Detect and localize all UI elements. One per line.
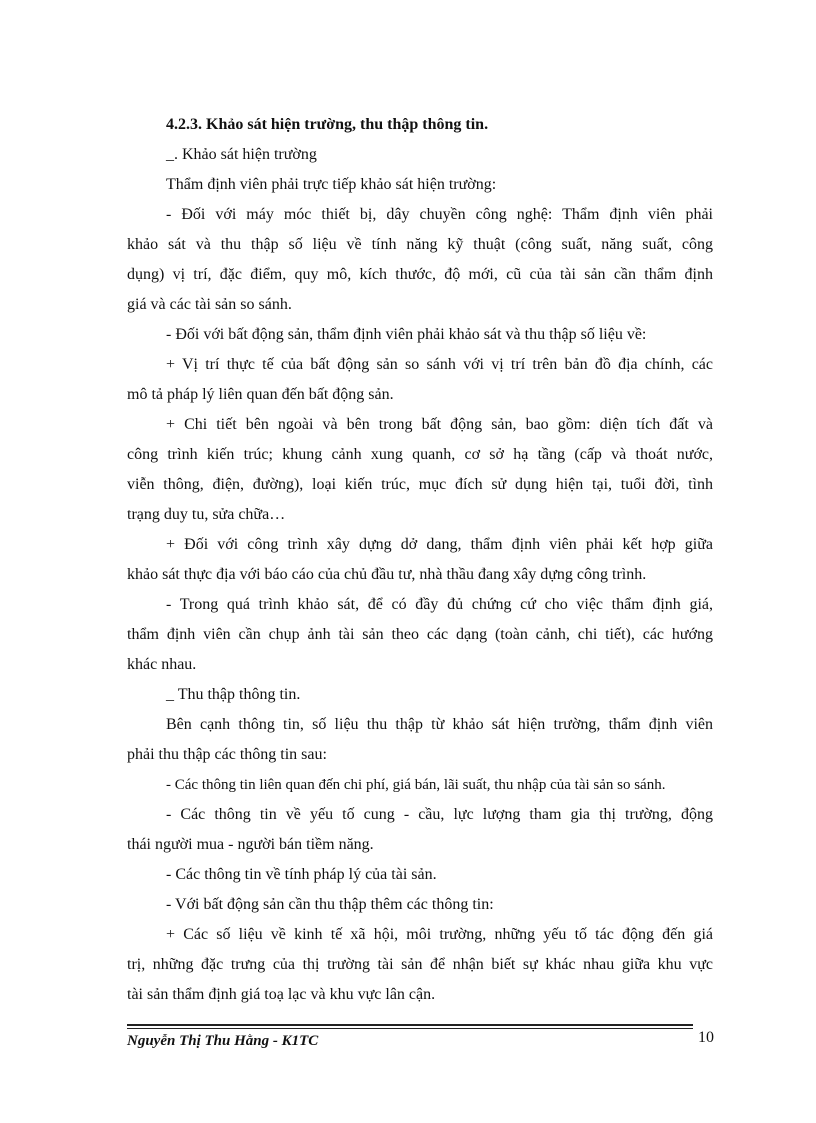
paragraph-intro: Thẩm định viên phải trực tiếp khảo sát hiện trường: bbox=[166, 176, 497, 193]
paragraph-location-line: mô tả pháp lý liên quan đến bất động sản. bbox=[127, 386, 394, 403]
footer-rule bbox=[127, 1024, 693, 1026]
paragraph-supply-line: - Các thông tin về yếu tố cung - cầu, lực lượng tham gia thị trường, động bbox=[166, 806, 713, 823]
paragraph-photos-line: khác nhau. bbox=[127, 656, 197, 673]
paragraph-details-line: công trình kiến trúc; khung cảnh xung quanh, cơ sở hạ tầng (cấp và thoát nước, bbox=[127, 446, 713, 463]
footer-author: Nguyễn Thị Thu Hằng - K1TC bbox=[127, 1033, 319, 1049]
paragraph-supply-line: thái người mua - người bán tiềm năng. bbox=[127, 836, 374, 853]
paragraph-socio-line: + Các số liệu về kinh tế xã hội, môi trường, những yếu tố tác động đến giá bbox=[166, 926, 713, 943]
paragraph-machinery-line: giá và các tài sản so sánh. bbox=[127, 296, 292, 313]
paragraph-machinery-line: khảo sát và thu thập số liệu về tính năng kỹ thuật (công suất, năng suất, công bbox=[127, 236, 713, 253]
paragraph-cost-info: - Các thông tin liên quan đến chi phí, giá bán, lãi suất, thu nhập của tài sản so sánh. bbox=[166, 777, 666, 793]
paragraph-collect-line: Bên cạnh thông tin, số liệu thu thập từ khảo sát hiện trường, thẩm định viên bbox=[166, 716, 713, 733]
subheading-site-survey: _. Khảo sát hiện trường bbox=[166, 146, 317, 163]
footer-rule bbox=[127, 1028, 693, 1029]
paragraph-details-line: + Chi tiết bên ngoài và bên trong bất động sản, bao gồm: diện tích đất và bbox=[166, 416, 713, 433]
paragraph-details-line: viễn thông, điện, đường), loại kiến trúc, mục đích sử dụng hiện tại, tuổi đời, tình bbox=[127, 476, 713, 493]
paragraph-machinery-line: dụng) vị trí, đặc điểm, quy mô, kích thước, độ mới, cũ của tài sản cần thẩm định bbox=[127, 266, 713, 283]
paragraph-details-line: trạng duy tu, sửa chữa… bbox=[127, 506, 286, 523]
paragraph-extra-info: - Với bất động sản cần thu thập thêm các thông tin: bbox=[166, 896, 494, 913]
paragraph-legal: - Các thông tin về tính pháp lý của tài sản. bbox=[166, 866, 437, 883]
section-heading: 4.2.3. Khảo sát hiện trường, thu thập thông tin. bbox=[166, 116, 489, 133]
paragraph-photos-line: - Trong quá trình khảo sát, để có đầy đủ chứng cứ cho việc thẩm định giá, bbox=[166, 596, 713, 613]
paragraph-collect-line: phải thu thập các thông tin sau: bbox=[127, 746, 327, 763]
paragraph-photos-line: thẩm định viên cần chụp ảnh tài sản theo các dạng (toàn cảnh, chi tiết), các hướng bbox=[127, 626, 713, 643]
paragraph-real-estate: - Đối với bất động sản, thẩm định viên phải khảo sát và thu thập số liệu về: bbox=[166, 326, 647, 343]
page-number: 10 bbox=[698, 1029, 714, 1046]
paragraph-machinery-line: - Đối với máy móc thiết bị, dây chuyền công nghệ: Thẩm định viên phải bbox=[166, 206, 713, 223]
subheading-collect-info: _ Thu thập thông tin. bbox=[166, 686, 301, 703]
paragraph-socio-line: tài sản thẩm định giá toạ lạc và khu vực lân cận. bbox=[127, 986, 436, 1003]
paragraph-construction-line: + Đối với công trình xây dựng dở dang, thẩm định viên phải kết hợp giữa bbox=[166, 536, 713, 553]
paragraph-location-line: + Vị trí thực tế của bất động sản so sánh với vị trí trên bản đồ địa chính, các bbox=[166, 356, 713, 373]
paragraph-construction-line: khảo sát thực địa với báo cáo của chủ đầu tư, nhà thầu đang xây dựng công trình. bbox=[127, 566, 647, 583]
paragraph-socio-line: trị, những đặc trưng của thị trường tài sản để nhận biết sự khác nhau giữa khu vực bbox=[127, 956, 713, 973]
